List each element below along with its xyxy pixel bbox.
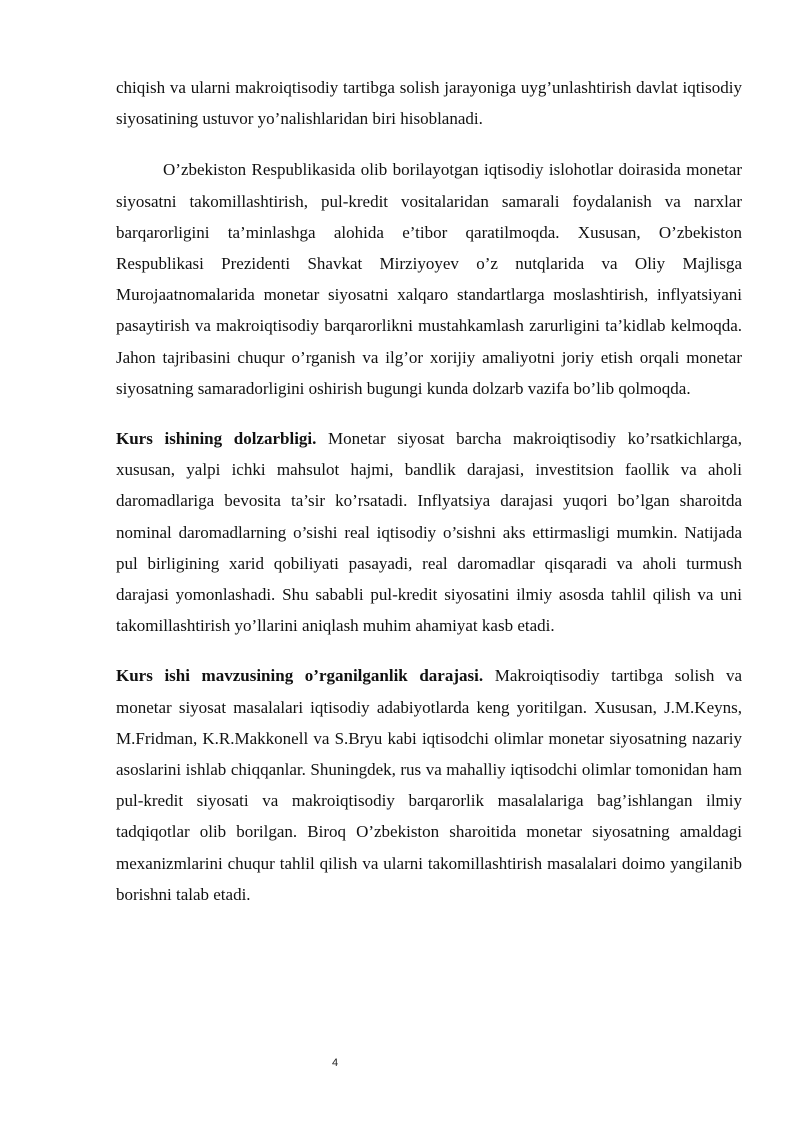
paragraph-reforms bbox=[116, 154, 742, 404]
paragraph-heading: Kurs ishi mavzusining o’rganilganlik darajasi. bbox=[116, 666, 484, 686]
paragraph-text: chiqish va ularni makroiqtisodiy tartibga solish jarayoniga uyg’unlashtirish davlat iqtisodiy siyosatining ustuvor yo’nalishlaridan biri hisoblanadi. bbox=[116, 78, 742, 129]
paragraph-text: O’zbekiston Respublikasida olib borilayotgan iqtisodiy islohotlar doirasida monetar siyosatni takomillashtirish, pul-kredit vositalaridan samarali foydalanish va narxlar barqarorligini ta’minlashga alohida e’tibor qaratilmoqda. Xususan, O’zbekiston Respublikasi Prezidenti Shavkat Mirziyoyev o’z nutqlarida va Oliy Majlisga Murojaatnomalarida monetar siyosatni xalqaro standartlarga moslashtirish, inflyatsiyani pasaytirish va makroiqtisodiy barqarorlikni mustahkamlash zarurligini ta’kidlab kelmoqda. Jahon tajribasini chuqur o’rganish va ilg’or xorijiy amaliyotni joriy etish orqali monetar siyosatning samaradorligini oshirish bugungi kunda dolzarb vazifa bo’lib qolmoqda. bbox=[116, 160, 742, 398]
paragraph-heading: Kurs ishining dolzarbligi. bbox=[116, 429, 317, 449]
paragraph-text: Monetar siyosat barcha makroiqtisodiy ko’rsatkichlarga, xususan, yalpi ichki mahsulot hajmi, bandlik darajasi, investitsion faollik va aholi daromadlariga bevosita ta’sir ko’rsatadi. Inflyatsiya darajasi yuqori bo’lgan sharoitda nominal daromadlarning o’sishi real iqtisodiy o’sishni aks ettirmasligi mumkin. Natijada pul birligining xarid qobiliyati pasayadi, real daromadlar qisqaradi va aholi turmush darajasi yomonlashadi. Shu sababli pul-kredit siyosatini ilmiy asosda tahlil qilish va uni takomillashtirish yo’llarini aniqlash muhim ahamiyat kasb etadi. bbox=[116, 429, 742, 636]
page-body bbox=[116, 72, 742, 910]
page-number: 4 bbox=[331, 1057, 339, 1069]
paragraph-text: Makroiqtisodiy tartibga solish va monetar siyosat masalalari iqtisodiy adabiyotlarda keng yoritilgan. Xususan, J.M.Keyns, M.Fridman, K.R.Makkonell va S.Bryu kabi iqtisodchi olimlar monetar siyosatning nazariy asoslarini ishlab chiqqanlar. Shuningdek, rus va mahalliy iqtisodchi olimlar tomonidan ham pul-kredit siyosati va makroiqtisodiy barqarorlik masalalariga bag’ishlangan ilmiy tadqiqotlar olib borilgan. Biroq O’zbekiston sharoitida monetar siyosatning amaldagi mexanizmlarini chuqur tahlil qilish va ularni takomillashtirish masalalari doimo yangilanib borishni talab etadi. bbox=[116, 666, 742, 904]
paragraph-continuation bbox=[116, 72, 742, 134]
paragraph-study-level bbox=[116, 660, 742, 910]
paragraph-relevance bbox=[116, 423, 742, 641]
